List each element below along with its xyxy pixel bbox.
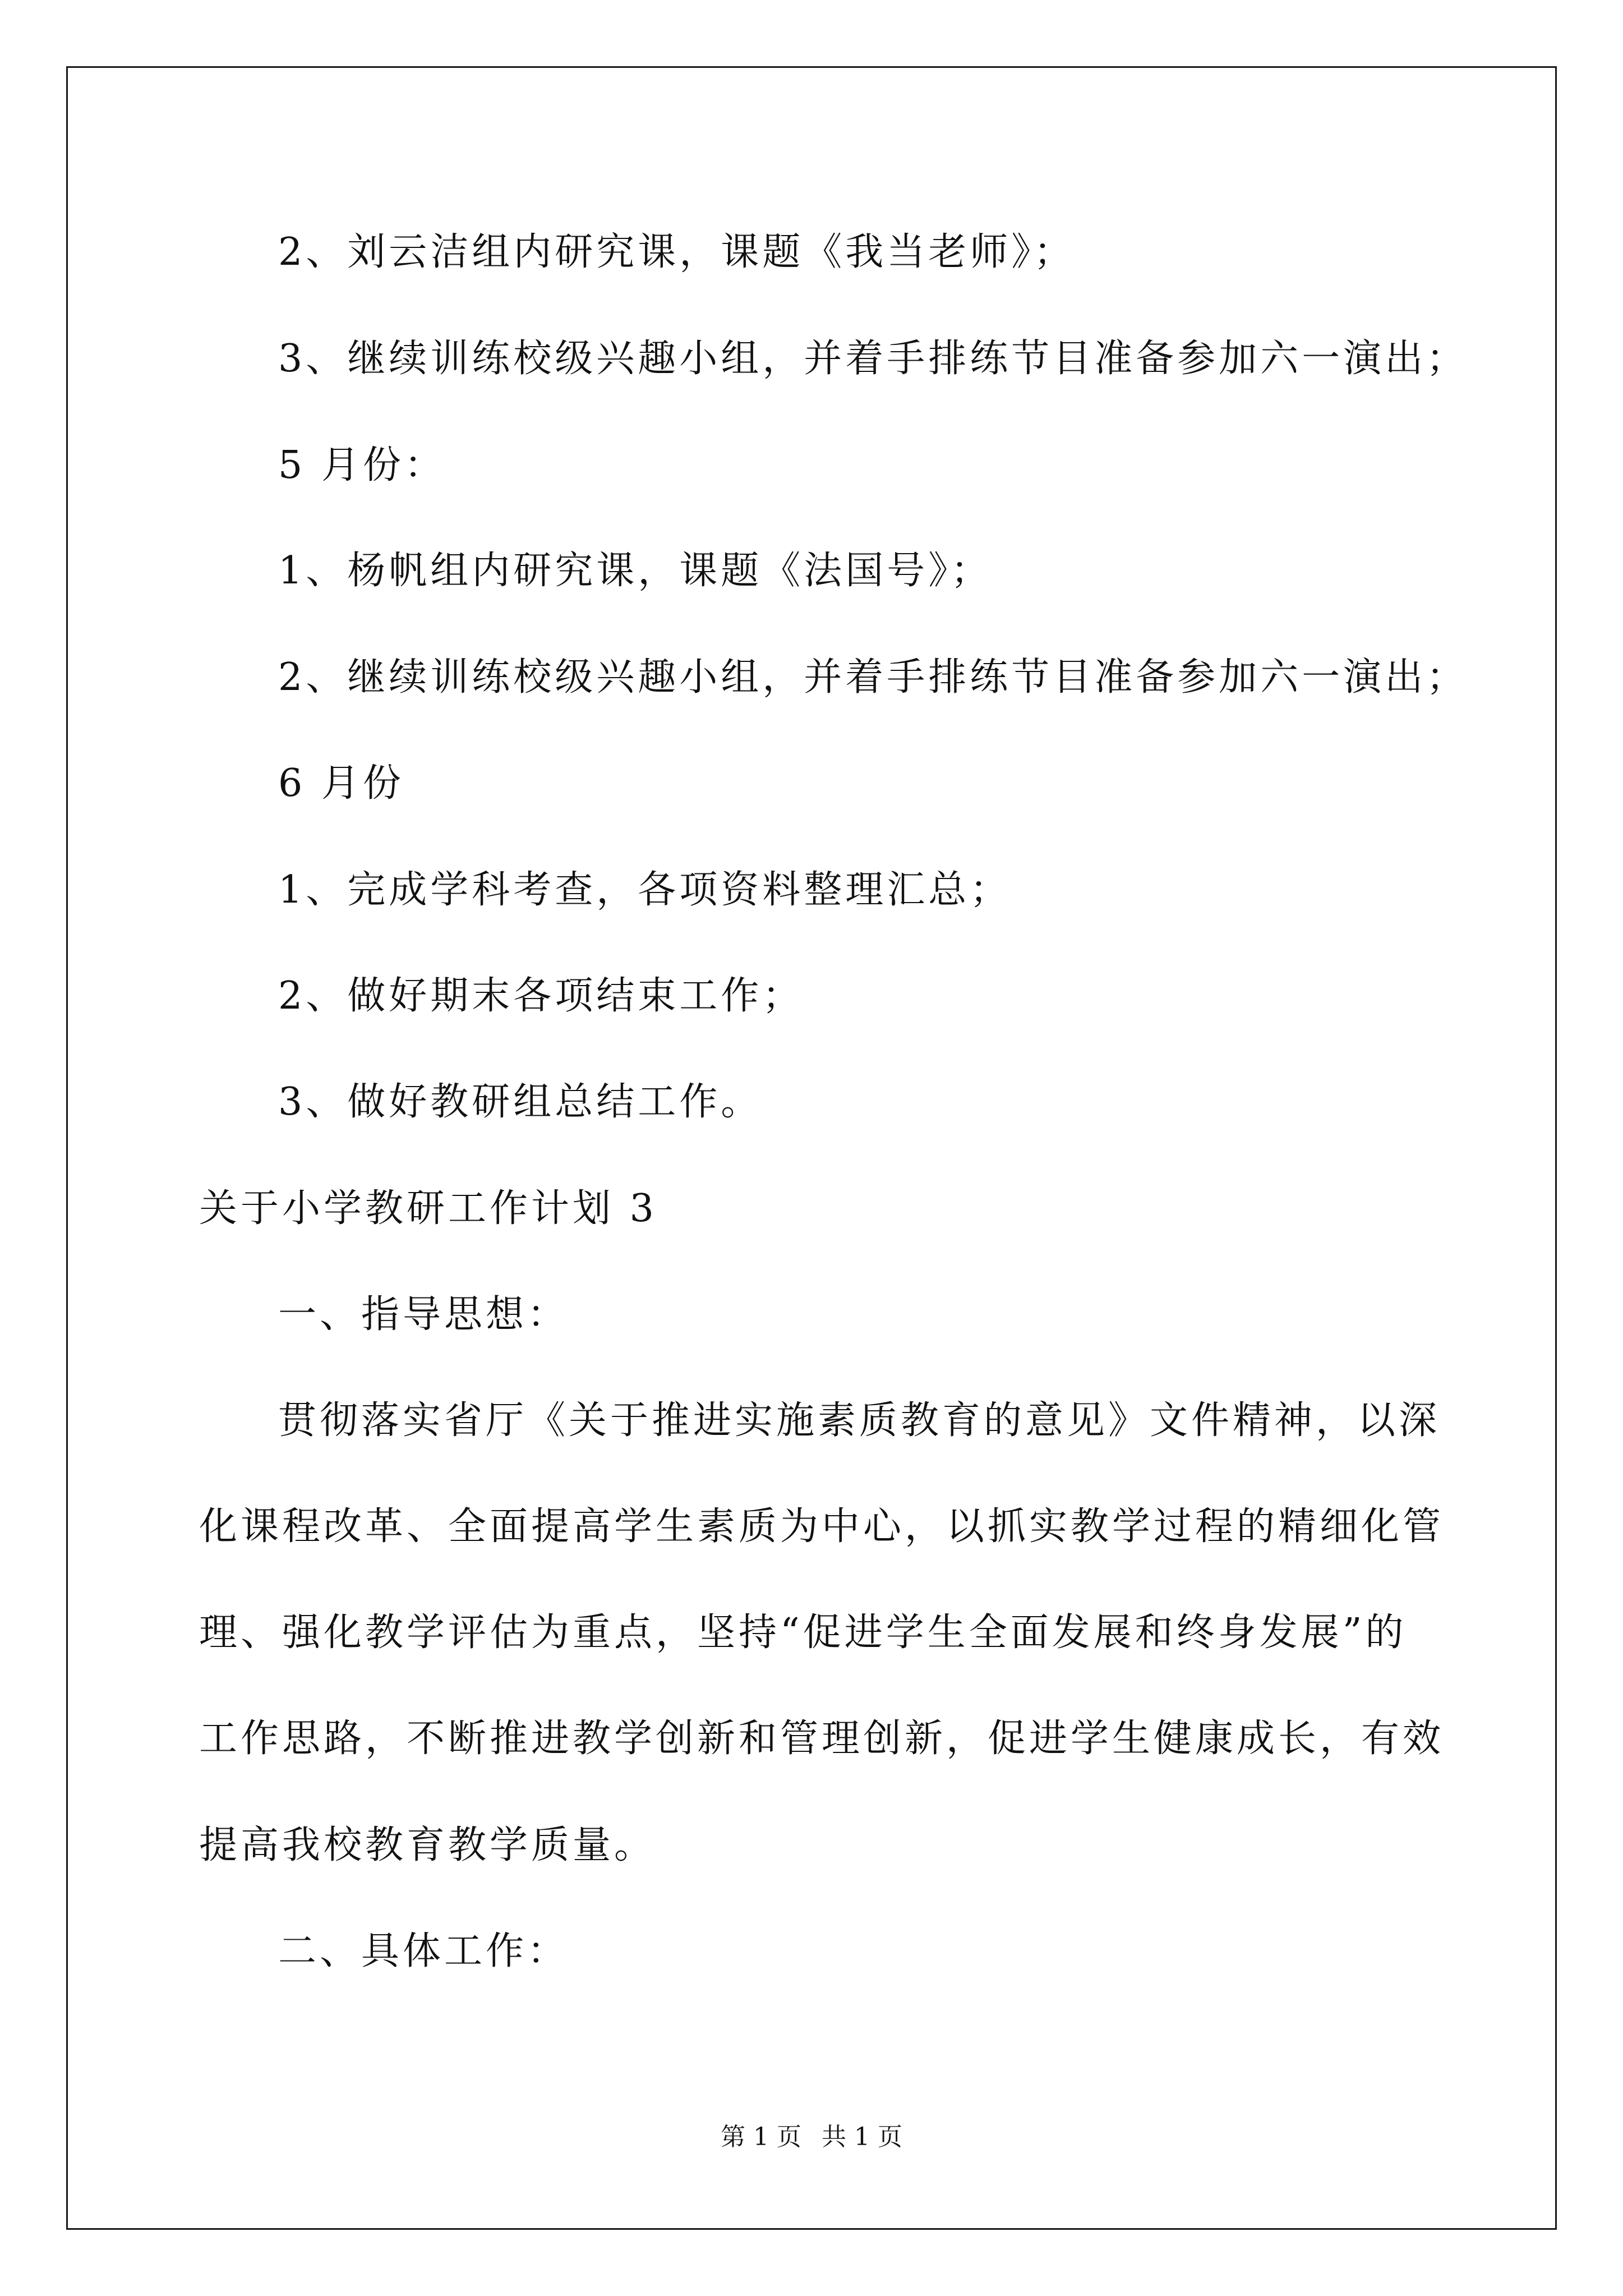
paragraph-line: 工作思路，不断推进教学创新和管理创新，促进学生健康成长，有效 — [199, 1717, 1445, 1761]
paragraph-line: 贯彻落实省厅《关于推进实施素质教育的意见》文件精神，以深 — [278, 1398, 1441, 1443]
paragraph-line: 理、强化教学评估为重点，坚持“促进学生全面发展和终身发展”的 — [199, 1611, 1407, 1655]
page-footer — [0, 2122, 1623, 2153]
paragraph-line: 提高我校教育教学质量。 — [199, 1823, 656, 1867]
section-heading-guidance: 一、指导思想： — [278, 1292, 569, 1337]
paragraph-line: 化课程改革、全面提高学生素质为中心，以抓实教学过程的精细化管 — [199, 1504, 1445, 1549]
paragraph-line: 3、继续训练校级兴趣小组，并着手排练节目准备参加六一演出； — [278, 337, 1468, 381]
paragraph-line: 1、杨帆组内研究课，课题《法国号》； — [278, 549, 993, 593]
paragraph-line: 1、完成学科考查，各项资料整理汇总； — [278, 868, 1012, 912]
paragraph-line: 2、做好期末各项结束工作； — [278, 974, 804, 1018]
document-title: 关于小学教研工作计划 3 — [199, 1186, 657, 1231]
section-heading-specific-work: 二、具体工作： — [278, 1929, 569, 1973]
paragraph-line: 2、刘云洁组内研究课，课题《我当老师》； — [278, 230, 1076, 274]
section-heading-may: 5 月份： — [278, 443, 446, 487]
paragraph-line: 3、做好教研组总结工作。 — [278, 1080, 763, 1124]
section-heading-june: 6 月份 — [278, 761, 404, 806]
page-number-total: 共 1 页 — [822, 2123, 902, 2151]
page-number-current: 第 1 页 — [721, 2123, 801, 2151]
paragraph-line: 2、继续训练校级兴趣小组，并着手排练节目准备参加六一演出； — [278, 655, 1468, 700]
page-border — [66, 66, 1557, 2230]
